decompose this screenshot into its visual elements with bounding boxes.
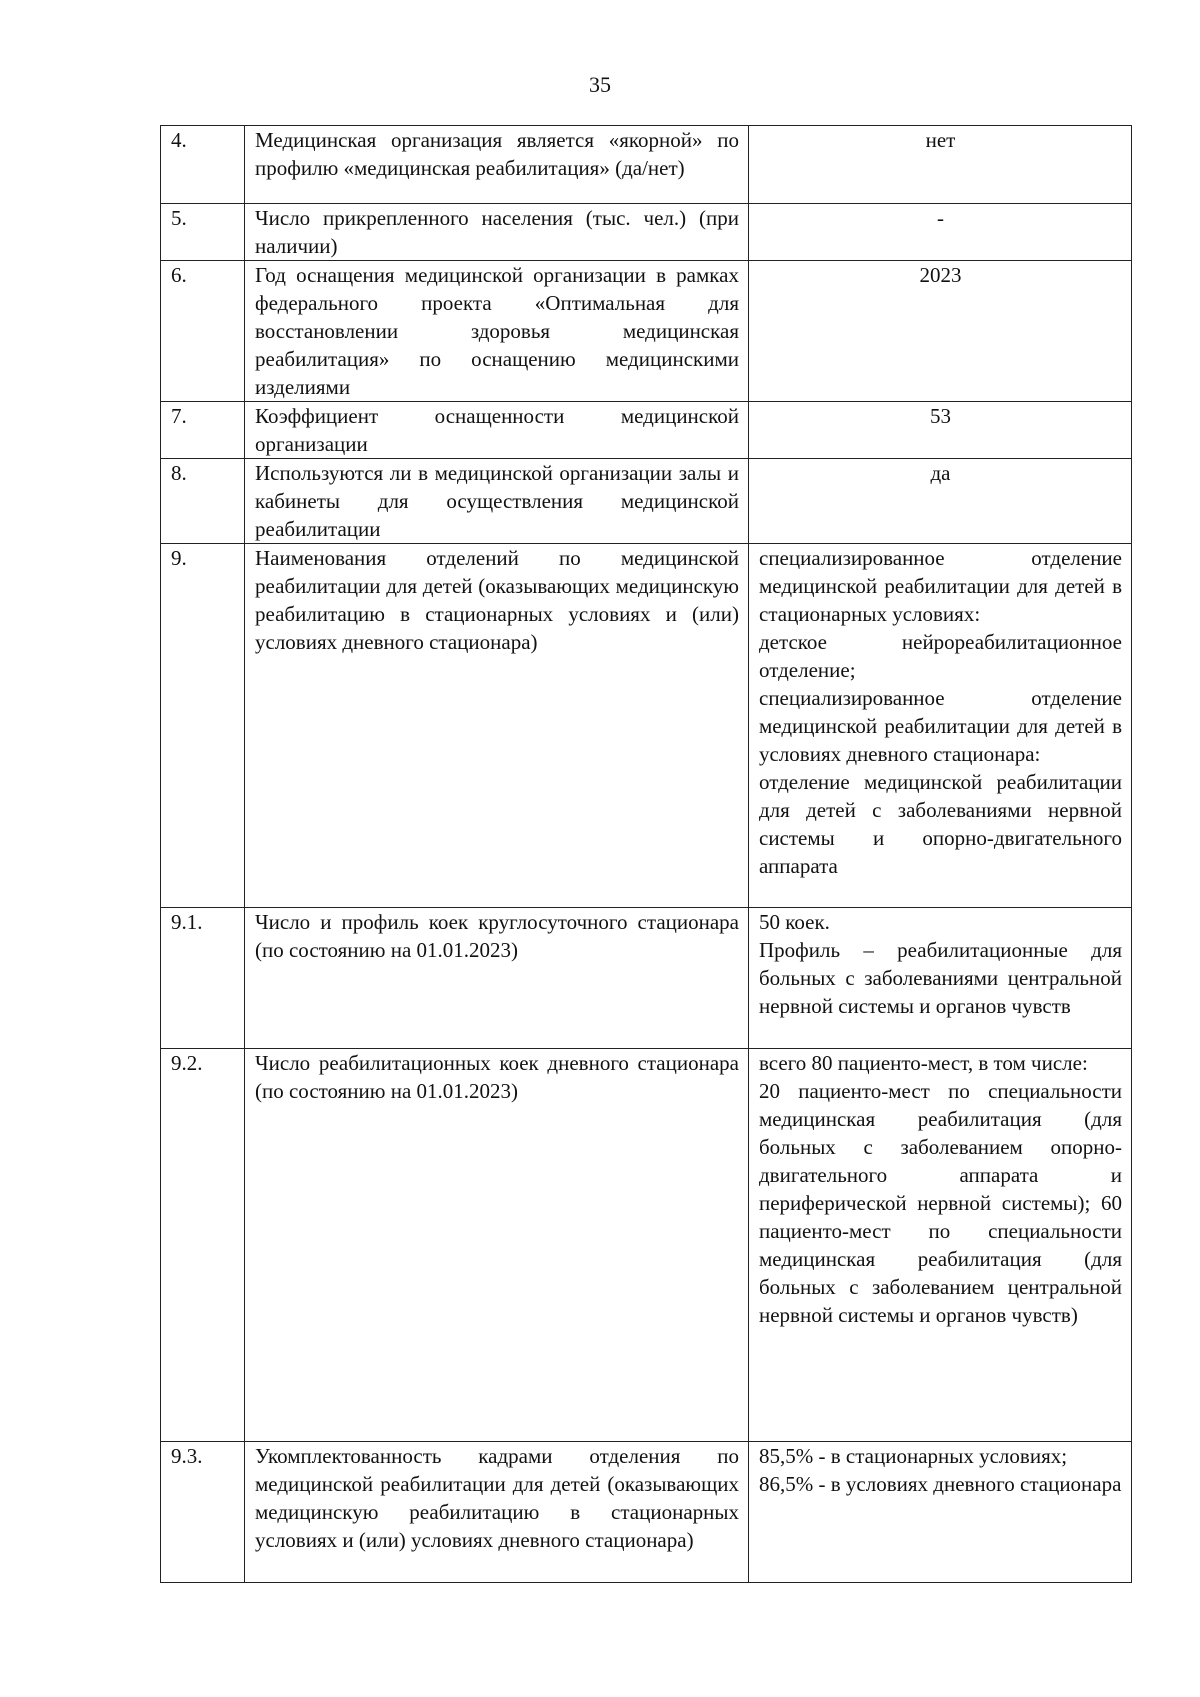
row-value: да: [749, 459, 1132, 544]
row-number: 9.1.: [161, 908, 245, 1049]
row-number: 9.2.: [161, 1049, 245, 1442]
row-number: 9.3.: [161, 1442, 245, 1583]
row-number: 9.: [161, 544, 245, 908]
row-parameter: Укомплектованность кадрами отделения по медицинской реабилитации для детей (оказывающих медицинскую реабилитацию в стационарных условиях и (или) условиях дневного стационара): [245, 1442, 749, 1583]
value-line: специализированное отделение медицинской реабилитации для детей в условиях дневного стационара:: [759, 686, 1122, 766]
row-parameter: Число прикрепленного населения (тыс. чел.) (при наличии): [245, 204, 749, 261]
table-row: [161, 261, 1132, 402]
row-parameter: Год оснащения медицинской организации в рамках федерального проекта «Оптимальная для восстановлении здоровья медицинская реабилитация» по оснащению медицинскими изделиями: [245, 261, 749, 402]
value-line: отделение медицинской реабилитации для детей с заболеваниями нервной системы и опорно-двигательного аппарата: [759, 770, 1122, 878]
row-value: нет: [749, 126, 1132, 204]
row-parameter: Наименования отделений по медицинской реабилитации для детей (оказывающих медицинскую реабилитацию в стационарных условиях и (или) условиях дневного стационара): [245, 544, 749, 908]
value-line: 20 пациенто-мест по специальности медицинская реабилитация (для больных с заболеванием опорно-двигательного аппарата и периферической нервной системы); 60 пациенто-мест по специальности медицинская реабилитация (для больных с заболеванием центральной нервной системы и органов чувств): [759, 1079, 1122, 1327]
value-line: 85,5% - в стационарных условиях;: [759, 1444, 1068, 1468]
row-number: 4.: [161, 126, 245, 204]
value-line: специализированное отделение медицинской реабилитации для детей в стационарных условиях:: [759, 546, 1122, 626]
table-row: [161, 1049, 1132, 1442]
row-number: 5.: [161, 204, 245, 261]
row-value: 2023: [749, 261, 1132, 402]
page-number: 35: [589, 72, 611, 97]
info-table: [160, 125, 1132, 1583]
value-line: 86,5% - в условиях дневного стационара: [759, 1472, 1122, 1496]
table-row: [161, 204, 1132, 261]
row-value: [749, 544, 1132, 908]
table-row: [161, 459, 1132, 544]
table-row: [161, 908, 1132, 1049]
row-value: -: [749, 204, 1132, 261]
row-value: [749, 1442, 1132, 1583]
value-line: детское нейрореабилитационное отделение;: [759, 630, 1122, 682]
value-line: Профиль – реабилитационные для больных с заболеваниями центральной нервной системы и органов чувств: [759, 938, 1122, 1018]
row-parameter: Используются ли в медицинской организации залы и кабинеты для осуществления медицинской реабилитации: [245, 459, 749, 544]
row-parameter: Число и профиль коек круглосуточного стационара (по состоянию на 01.01.2023): [245, 908, 749, 1049]
row-value: [749, 908, 1132, 1049]
row-value: [749, 1049, 1132, 1442]
row-number: 8.: [161, 459, 245, 544]
value-line: 50 коек.: [759, 910, 830, 934]
row-parameter: Медицинская организация является «якорной» по профилю «медицинская реабилитация» (да/нет): [245, 126, 749, 204]
row-parameter: Коэффициент оснащенности медицинской организации: [245, 402, 749, 459]
table-row: [161, 126, 1132, 204]
row-parameter: Число реабилитационных коек дневного стационара (по состоянию на 01.01.2023): [245, 1049, 749, 1442]
value-line: всего 80 пациенто-мест, в том числе:: [759, 1051, 1088, 1075]
table-row: [161, 402, 1132, 459]
row-value: 53: [749, 402, 1132, 459]
row-number: 7.: [161, 402, 245, 459]
table-row: [161, 544, 1132, 908]
row-number: 6.: [161, 261, 245, 402]
table-row: [161, 1442, 1132, 1583]
